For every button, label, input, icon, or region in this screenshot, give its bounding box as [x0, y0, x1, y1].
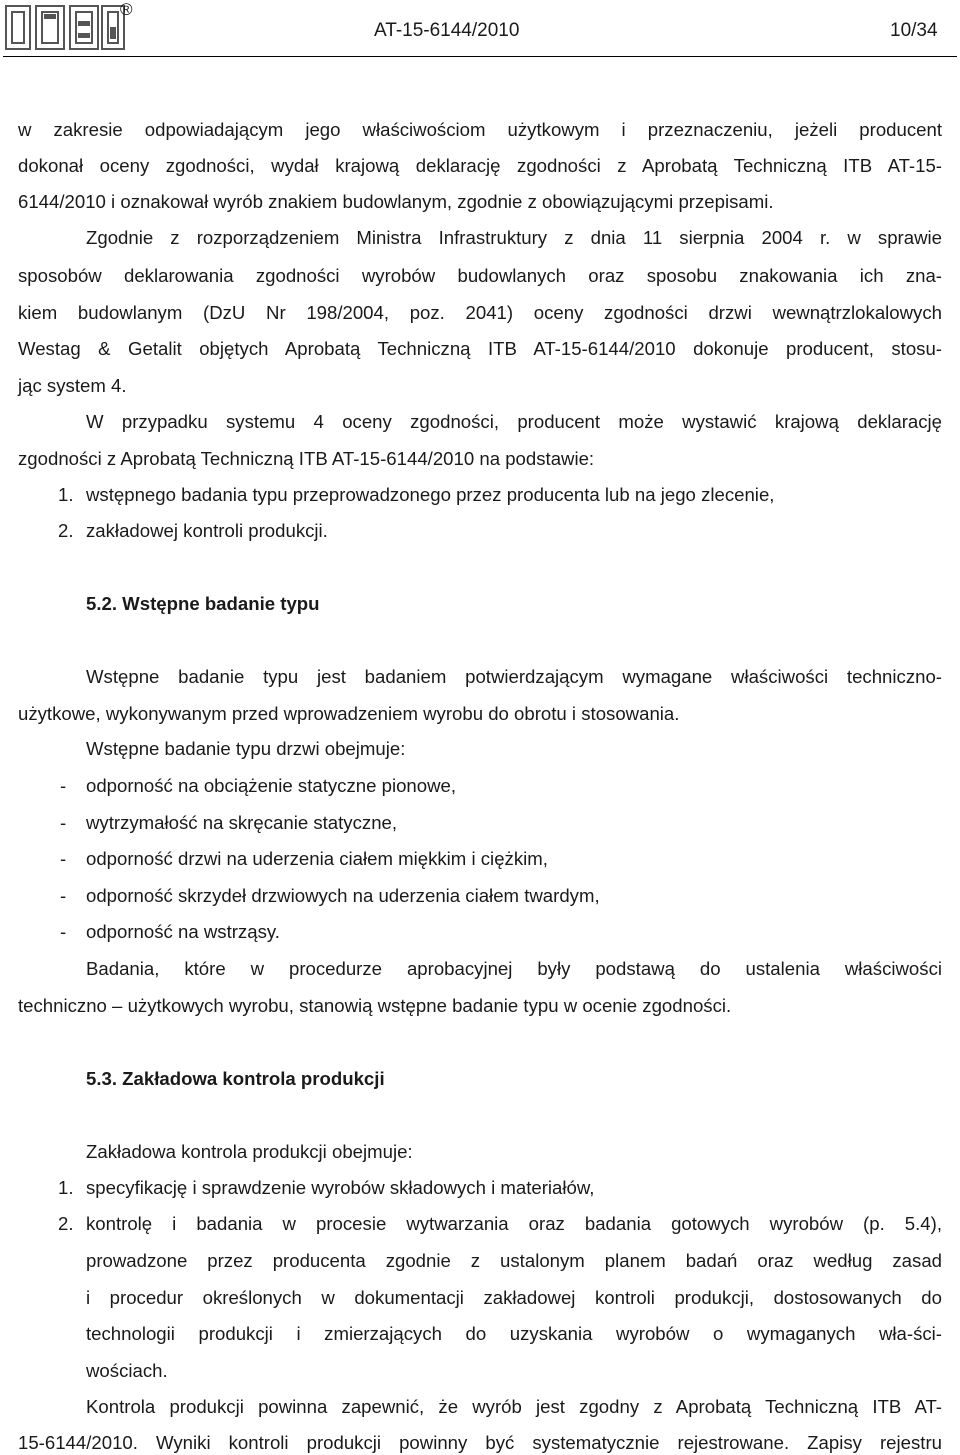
page-number: 10/34 — [890, 20, 938, 41]
list-bullet: - — [60, 848, 67, 869]
list-bullet: - — [60, 775, 67, 796]
paragraph-line: 6144/2010 i oznakował wyrób znakiem budowlanym, zgodnie z obowiązującymi przepisami. — [18, 191, 774, 212]
paragraph-line: techniczno – użytkowych wyrobu, stanowią wstępne badanie typu w ocenie zgodności. — [18, 995, 732, 1016]
list-item: odporność drzwi na uderzenia ciałem miękkim i ciężkim, — [86, 848, 548, 869]
list-number: 2. — [58, 1213, 74, 1234]
list-item: wstępnego badania typu przeprowadzonego przez producenta lub na jego zlecenie, — [86, 484, 775, 505]
list-number: 1. — [58, 1177, 74, 1198]
paragraph-line: Zgodnie z rozporządzeniem Ministra Infrastruktury z dnia 11 sierpnia 2004 r. w sprawie — [86, 227, 942, 248]
paragraph-line: użytkowe, wykonywanym przed wprowadzeniem wyrobu do obrotu i stosowania. — [18, 703, 680, 724]
list-bullet: - — [60, 921, 67, 942]
list-bullet: - — [60, 885, 67, 906]
list-item: odporność na obciążenie statyczne pionowe, — [86, 775, 457, 796]
list-item: zakładowej kontroli produkcji. — [86, 520, 328, 541]
list-item: odporność na wstrząsy. — [86, 921, 280, 942]
list-number: 1. — [58, 484, 74, 505]
list-item-continuation: technologii produkcji i zmierzających do uzyskania wyrobów o wymaganych wła-ści- — [86, 1323, 942, 1344]
paragraph-line: kiem budowlanym (DzU Nr 198/2004, poz. 2041) oceny zgodności drzwi wewnątrzlokalowych — [18, 302, 942, 323]
paragraph-line: W przypadku systemu 4 oceny zgodności, producent może wystawić krajową deklarację — [86, 411, 942, 432]
list-intro: Wstępne badanie typu drzwi obejmuje: — [86, 738, 406, 759]
paragraph-line: Westag & Getalit objętych Aprobatą Techniczną ITB AT-15-6144/2010 dokonuje producent, stosu- — [18, 338, 942, 359]
paragraph-line: jąc system 4. — [18, 375, 127, 396]
list-item-continuation: prowadzone przez producenta zgodnie z ustalonym planem badań oraz według zasad — [86, 1250, 942, 1271]
registered-mark: ® — [120, 0, 133, 19]
paragraph-line: 15-6144/2010. Wyniki kontroli produkcji powinny być systematycznie rejestrowane. Zapisy rejestru — [18, 1432, 942, 1453]
list-item: specyfikację i sprawdzenie wyrobów składowych i materiałów, — [86, 1177, 595, 1198]
paragraph-line: Kontrola produkcji powinna zapewnić, że wyrób jest zgodny z Aprobatą Techniczną ITB AT- — [86, 1396, 942, 1417]
list-item: odporność skrzydeł drzwiowych na uderzenia ciałem twardym, — [86, 885, 600, 906]
list-bullet: - — [60, 812, 67, 833]
section-heading-5-2: 5.2. Wstępne badanie typu — [86, 593, 320, 614]
paragraph-line: sposobów deklarowania zgodności wyrobów budowlanych oraz sposobu znakowania ich zna- — [18, 265, 942, 286]
list-item: wytrzymałość na skręcanie statyczne, — [86, 812, 398, 833]
paragraph-line: w zakresie odpowiadającym jego właściwościom użytkowym i przeznaczeniu, jeżeli producent — [18, 119, 942, 140]
itb-logo — [4, 3, 134, 53]
document-number: AT-15-6144/2010 — [374, 20, 520, 41]
list-intro: Zakładowa kontrola produkcji obejmuje: — [86, 1141, 413, 1162]
list-item-continuation: i procedur określonych w dokumentacji zakładowej kontroli produkcji, dostosowanych do — [86, 1287, 942, 1308]
paragraph-line: dokonał oceny zgodności, wydał krajową deklarację zgodności z Aprobatą Techniczną ITB AT-15- — [18, 155, 942, 176]
list-item-continuation: wościach. — [86, 1360, 168, 1381]
paragraph-line: zgodności z Aprobatą Techniczną ITB AT-15-6144/2010 na podstawie: — [18, 448, 595, 469]
list-number: 2. — [58, 520, 74, 541]
paragraph-line: Badania, które w procedurze aprobacyjnej były podstawą do ustalenia właściwości — [86, 958, 942, 979]
paragraph-line: Wstępne badanie typu jest badaniem potwierdzającym wymagane właściwości techniczno- — [86, 666, 942, 687]
list-item: kontrolę i badania w procesie wytwarzania oraz badania gotowych wyrobów (p. 5.4), — [86, 1213, 942, 1234]
header-divider — [3, 56, 957, 57]
section-heading-5-3: 5.3. Zakładowa kontrola produkcji — [86, 1068, 385, 1089]
